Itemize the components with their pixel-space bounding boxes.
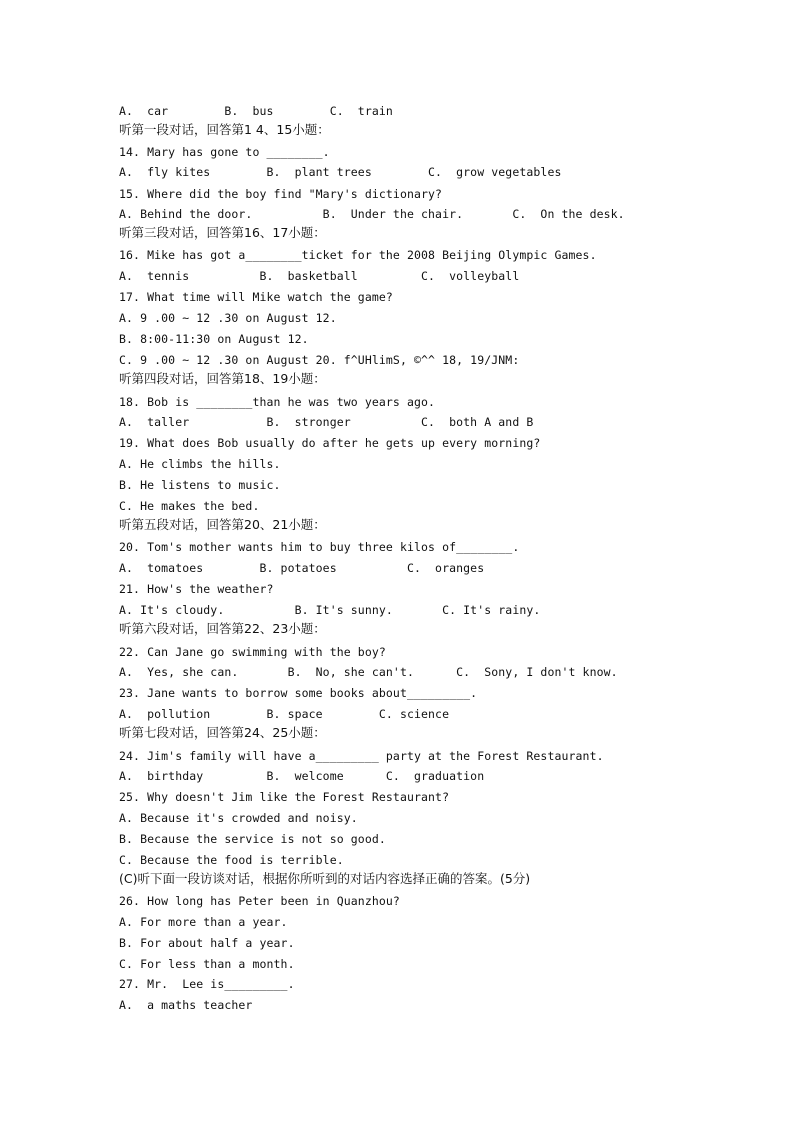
answer-options: A. tomatoes B. potatoes C. oranges [119,561,485,575]
question-text: 17. What time will Mike watch the game? [119,290,393,304]
question-text: 22. Can Jane go swimming with the boy? [119,645,386,659]
answer-options: C. For less than a month. [119,957,295,971]
section-heading: 听第三段对话，回答第16、17小题： [119,225,326,240]
answer-options: B. Because the service is not so good. [119,832,386,846]
question-text: 19. What does Bob usually do after he gets up every morning? [119,436,541,450]
section-heading: (C)听下面一段访谈对话，根据你所听到的对话内容选择正确的答案。(5分) [119,871,531,886]
answer-options: A. Because it's crowded and noisy. [119,811,358,825]
answer-options: A. taller B. stronger C. both A and B [119,415,534,429]
answer-options: A. 9 .00 ~ 12 .30 on August 12. [119,311,337,325]
question-text: 24. Jim's family will have a_________ party at the Forest Restaurant. [119,749,604,763]
answer-options: A. car B. bus C. train [119,104,393,118]
answer-options: A. birthday B. welcome C. graduation [119,769,485,783]
answer-options: A. He climbs the hills. [119,457,281,471]
question-text: 26. How long has Peter been in Quanzhou? [119,894,400,908]
answer-options: B. He listens to music. [119,478,281,492]
answer-options: C. Because the food is terrible. [119,853,344,867]
answer-options: C. 9 .00 ~ 12 .30 on August 20. f^UHlimS, ©^^ 18, 19/JNM: [119,353,520,367]
question-text: 25. Why doesn't Jim like the Forest Restaurant? [119,790,450,804]
section-heading: 听第六段对话，回答第22、23小题： [119,621,326,636]
section-heading: 听第五段对话，回答第20、21小题： [119,517,326,532]
answer-options: A. Behind the door. B. Under the chair. C. On the desk. [119,207,625,221]
answer-options: A. Yes, she can. B. No, she can't. C. Sony, I don't know. [119,665,618,679]
section-heading: 听第一段对话，回答第1 4、15小题： [119,122,330,137]
answer-options: A. tennis B. basketball C. volleyball [119,269,520,283]
answer-options: A. For more than a year. [119,915,288,929]
answer-options: A. a maths teacher [119,998,253,1012]
answer-options: C. He makes the bed. [119,499,260,513]
question-text: 15. Where did the boy find "Mary's dictionary? [119,187,443,201]
question-text: 20. Tom's mother wants him to buy three kilos of________. [119,540,520,554]
answer-options: A. It's cloudy. B. It's sunny. C. It's rainy. [119,603,541,617]
question-text: 14. Mary has gone to ________. [119,145,330,159]
question-text: 18. Bob is ________than he was two years ago. [119,395,436,409]
question-text: 21. How's the weather? [119,582,274,596]
section-heading: 听第四段对话，回答第18、19小题： [119,371,326,386]
question-text: 23. Jane wants to borrow some books about_________. [119,686,478,700]
question-text: 16. Mike has got a________ticket for the 2008 Beijing Olympic Games. [119,248,597,262]
section-heading: 听第七段对话，回答第24、25小题： [119,725,326,740]
answer-options: B. For about half a year. [119,936,295,950]
answer-options: A. pollution B. space C. science [119,707,450,721]
question-text: 27. Mr. Lee is_________. [119,977,295,991]
answer-options: A. fly kites B. plant trees C. grow vegetables [119,165,562,179]
answer-options: B. 8:00-11:30 on August 12. [119,332,309,346]
